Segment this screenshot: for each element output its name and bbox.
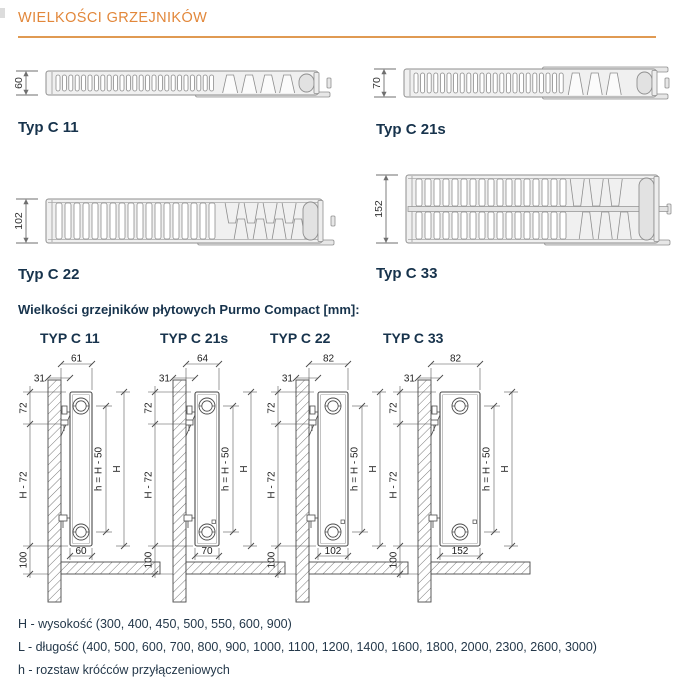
dim-label: H bbox=[500, 465, 511, 473]
dim-label: 100 bbox=[143, 551, 155, 569]
profile-label-c21s: Typ C 21s bbox=[376, 121, 446, 138]
profile-block-c11 bbox=[12, 64, 334, 136]
dim-label: 60 bbox=[75, 546, 87, 557]
profile-height-dim: 70 bbox=[370, 77, 383, 89]
wall-hatch bbox=[48, 380, 61, 602]
dim-label: H bbox=[239, 465, 250, 473]
dim-label: 100 bbox=[266, 551, 278, 569]
tech-header-c11: TYP C 11 bbox=[40, 330, 100, 346]
radiator-side-view bbox=[318, 392, 348, 546]
tech-column-c33 bbox=[378, 330, 540, 608]
profile-block-c22 bbox=[12, 192, 338, 283]
legend bbox=[18, 613, 597, 682]
dim-label: 31 bbox=[33, 373, 45, 385]
dim-label: H - 72 bbox=[143, 471, 155, 499]
profile-label-c11: Typ C 11 bbox=[18, 119, 79, 136]
wall-hatch bbox=[418, 380, 431, 602]
dim-label: h = H - 50 bbox=[93, 446, 105, 492]
dim-label: H bbox=[368, 465, 379, 473]
tech-header-c33: TYP C 33 bbox=[383, 330, 444, 346]
dim-label: 100 bbox=[388, 551, 400, 569]
dim-label: 152 bbox=[451, 546, 469, 557]
profile-height-dim: 102 bbox=[12, 212, 25, 230]
profile-height-dim: 60 bbox=[12, 77, 25, 89]
radiator-profile-c22-drawing bbox=[12, 192, 338, 250]
radiator-profile-c11-drawing bbox=[12, 64, 334, 102]
floor-hatch bbox=[431, 562, 530, 574]
dim-label: 64 bbox=[196, 353, 209, 365]
dim-label: 61 bbox=[70, 353, 83, 365]
dim-label: 72 bbox=[18, 402, 30, 414]
profile-height-dim: 152 bbox=[372, 200, 385, 218]
dim-label: 102 bbox=[324, 546, 342, 557]
dim-label: h = H - 50 bbox=[220, 446, 232, 492]
profile-label-c33: Typ C 33 bbox=[376, 265, 438, 282]
dim-label: H - 72 bbox=[266, 471, 278, 499]
tech-drawing-c33 bbox=[378, 352, 540, 608]
tech-header-c22: TYP C 22 bbox=[270, 330, 331, 346]
page-title: WIELKOŚCI GRZEJNIKÓW bbox=[18, 10, 208, 26]
dim-label: H - 72 bbox=[18, 471, 30, 499]
radiator-side-view bbox=[440, 392, 480, 546]
dim-label: 70 bbox=[201, 546, 213, 557]
dim-label: h = H - 50 bbox=[349, 446, 361, 492]
dim-label: 72 bbox=[388, 402, 400, 414]
radiator-profile-c33-drawing bbox=[372, 168, 674, 250]
dim-label: 72 bbox=[143, 402, 155, 414]
dim-label: 82 bbox=[322, 353, 335, 365]
dim-label: h = H - 50 bbox=[481, 446, 493, 492]
dim-label: H - 72 bbox=[388, 471, 400, 499]
dim-label: 82 bbox=[449, 353, 462, 365]
profile-label-c22: Typ C 22 bbox=[18, 266, 80, 283]
wall-hatch bbox=[173, 380, 186, 602]
tech-header-c21s: TYP C 21s bbox=[160, 330, 229, 346]
legend-line-height: H - wysokość (300, 400, 450, 500, 550, 600, 900) bbox=[18, 617, 292, 631]
dim-label: H bbox=[112, 465, 123, 473]
legend-line-length: L - długość (400, 500, 600, 700, 800, 900, 1000, 1100, 1200, 1400, 1600, 1800, 2000, 2300, 2600, 3000) bbox=[18, 640, 597, 654]
dim-label: 100 bbox=[18, 551, 30, 569]
wall-hatch bbox=[296, 380, 309, 602]
profile-block-c21s bbox=[370, 62, 672, 138]
dim-label: 72 bbox=[266, 402, 278, 414]
dim-label: 31 bbox=[403, 373, 415, 385]
page-edge-artifact bbox=[0, 8, 5, 18]
radiator-profile-c21s-drawing bbox=[370, 62, 672, 104]
dim-label: 31 bbox=[158, 373, 170, 385]
legend-line-ports: h - rozstaw króćców przyłączeniowych bbox=[18, 663, 230, 677]
profile-block-c33 bbox=[372, 168, 674, 282]
compact-section-title: Wielkości grzejników płytowych Purmo Compact [mm]: bbox=[18, 302, 360, 317]
radiator-side-view bbox=[70, 392, 92, 546]
title-rule bbox=[18, 36, 656, 38]
dim-label: 31 bbox=[281, 373, 293, 385]
